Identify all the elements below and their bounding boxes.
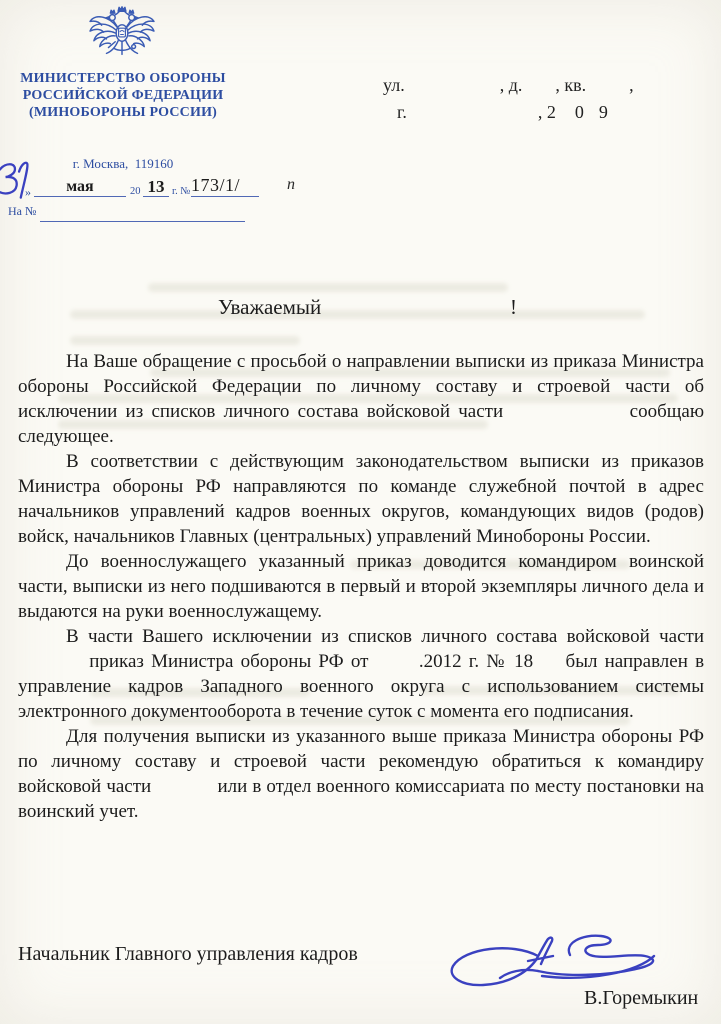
recipient-address — [383, 72, 683, 126]
reply-to-label: На № — [8, 204, 37, 218]
body-paragraphs — [18, 349, 704, 824]
bleed-through-artifact — [70, 336, 300, 345]
reply-to-underline — [40, 221, 245, 222]
bleed-through-artifact — [148, 283, 508, 292]
text-segment: , — [629, 75, 634, 95]
text-segment: г. — [397, 102, 407, 122]
signer-name: В.Горемыкин — [584, 987, 699, 1009]
text-segment: ул. — [383, 75, 405, 95]
text-segment: , кв. — [555, 75, 587, 95]
text-segment: В соответствии с действующим законодательством выписки из приказов Министра обороны РФ направляются по команде служебной почтой в адрес начальников управлений кадров военных округов, командующих видов (родов) войск, начальников Главных (центральных) управлений Минобороны России. — [18, 451, 704, 547]
recipient-address-line1 — [383, 72, 683, 99]
city-postal-line: г. Москва, 119160 — [72, 156, 174, 171]
ministry-name-line: МИНИСТЕРСТВО ОБОРОНЫ — [20, 71, 226, 86]
date-closing-quote: » — [25, 185, 31, 199]
signer-title: Начальник Главного управления кадров — [18, 943, 358, 965]
paragraph — [18, 549, 704, 624]
text-segment: приказ Министра обороны РФ от — [89, 651, 369, 672]
text-segment: .2012 г. № 18 — [418, 651, 534, 672]
text-segment: Для получения выписки из указанного выше приказа Министра обороны РФ по личному составу и строевой части рекомендую обратиться к командиру войсковой части — [18, 726, 704, 797]
text-segment: , д. — [499, 75, 523, 95]
text-segment: На Ваше обращение с просьбой о направлении выписки из приказа Министра обороны Российской Федерации по личному составу и строевой части об исключении из списков личного состава войсковой части — [18, 351, 704, 422]
text-segment: 0 — [574, 102, 584, 122]
text-segment: В части Вашего исключении из списков личного состава войсковой части — [66, 626, 704, 647]
paragraph — [18, 449, 704, 549]
text-segment: сообщаю следующее. — [18, 401, 705, 447]
ministry-name-line: РОССИЙСКОЙ ФЕДЕРАЦИИ — [22, 88, 224, 103]
paragraph — [18, 724, 704, 824]
recipient-address-line2 — [383, 99, 683, 126]
paragraph — [18, 349, 704, 449]
text-segment: , 2 — [537, 102, 556, 122]
text-segment: До военнослужащего указанный приказ доводится командиром воинской части, выписки из него подшиваются в первый и второй экземпляры личного дела и выдаются на руки военнослужащему. — [18, 551, 704, 622]
text-segment: 9 — [598, 102, 608, 122]
bleed-through-artifact — [70, 310, 645, 319]
paragraph — [18, 624, 704, 724]
month-underline — [34, 196, 126, 197]
stray-mark: n — [287, 176, 295, 193]
ministry-name — [8, 70, 238, 121]
number-prefix-label: г. № — [172, 186, 191, 197]
year-century-label: 20 — [130, 186, 141, 197]
year-field: 13 — [147, 177, 165, 196]
ministry-name-line: (МИНОБОРОНЫ РОССИИ) — [28, 105, 218, 120]
number-underline — [191, 196, 259, 197]
salutation-greeting: Уважаемый — [218, 295, 322, 319]
outgoing-number-field: 173/1/ — [191, 175, 241, 195]
salutation-punctuation: ! — [510, 295, 517, 319]
russia-coat-of-arms-icon — [84, 3, 160, 65]
month-field: мая — [66, 178, 94, 195]
text-segment: или в отдел военного комиссариата по месту постановки на воинский учет. — [18, 776, 705, 822]
text-segment: был направлен в управление кадров Западного военного округа с использованием системы электронного документооборота в течение суток с момента его подписания. — [18, 651, 705, 722]
